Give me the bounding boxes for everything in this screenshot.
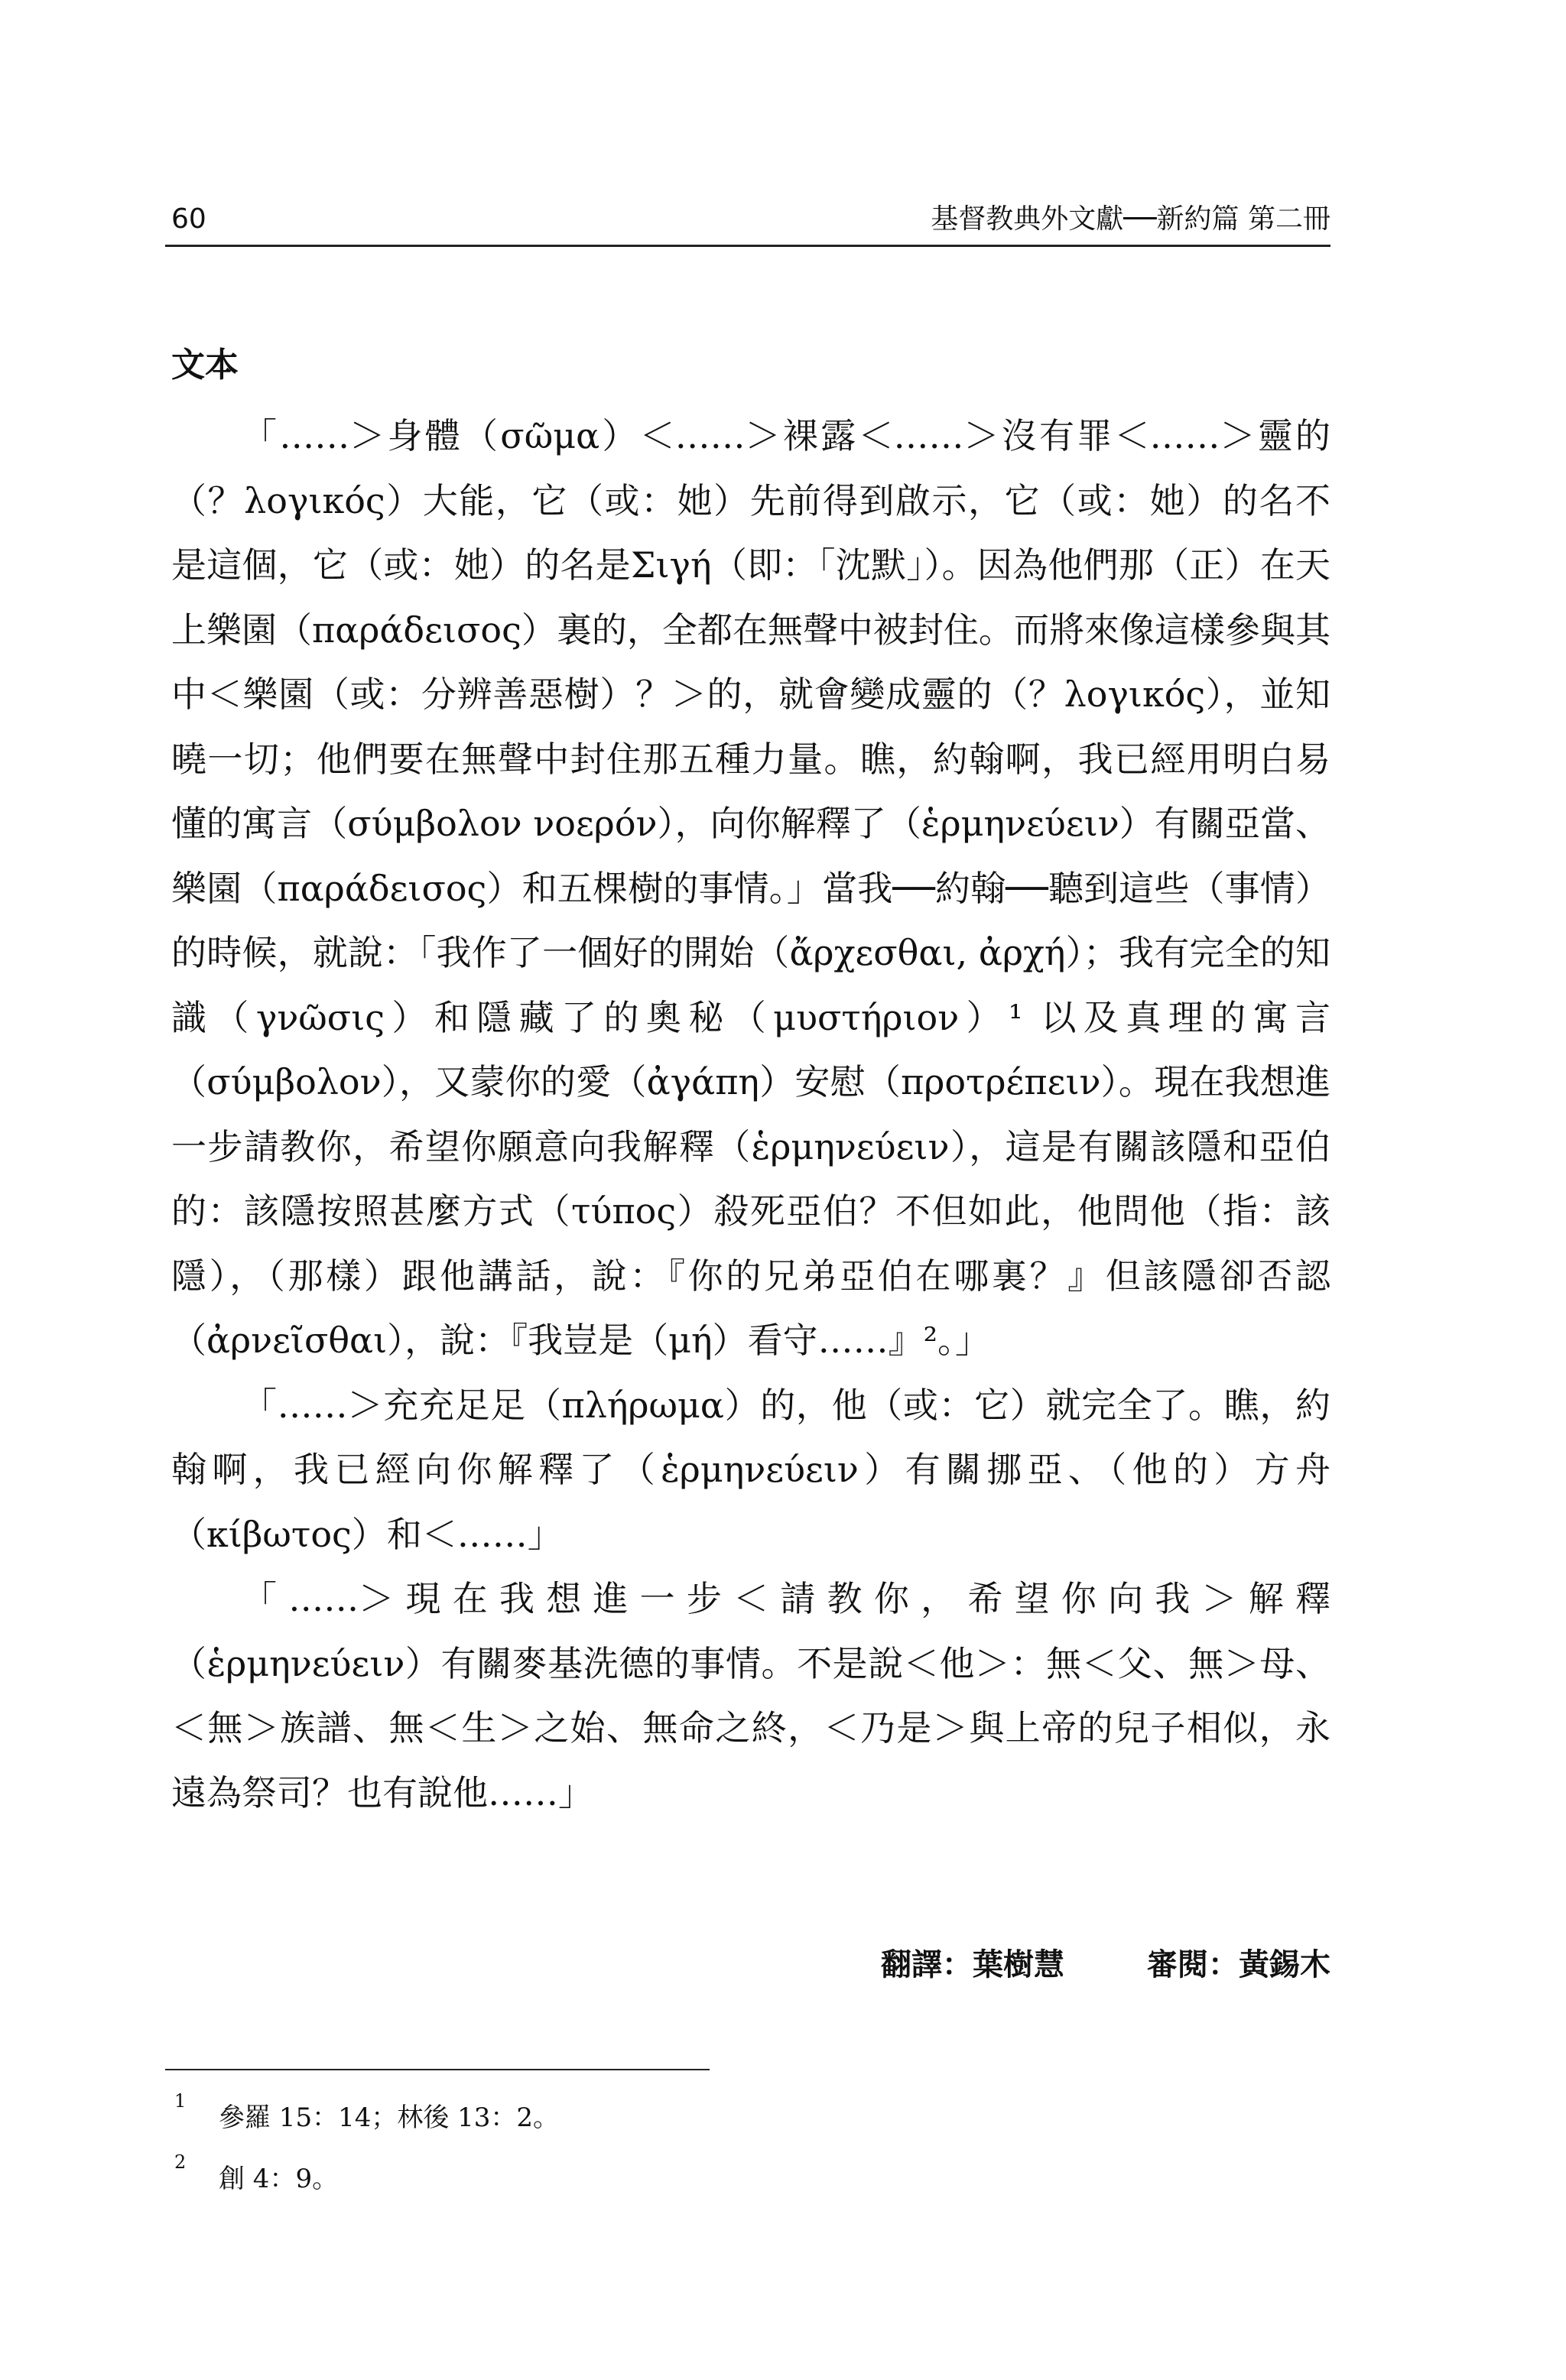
section-heading: 文本 (171, 346, 239, 385)
footnote-text: 創 4：9。 (219, 2164, 339, 2194)
footnote-mark: 1 (174, 2090, 187, 2112)
page-header (165, 200, 1330, 239)
footnote-rule (165, 2069, 710, 2070)
running-title: 基督教典外文獻──新約篇 第二冊 (931, 203, 1330, 235)
footnote-text: 參羅 15：14；林後 13：2。 (219, 2102, 560, 2133)
footnote (165, 2151, 1330, 2217)
footnote-mark: 2 (174, 2151, 187, 2173)
translator-credit: 翻譯：葉樹慧 (881, 1947, 1064, 1982)
reviewer-credit: 審閱：黃錫木 (1147, 1947, 1330, 1982)
paragraph: 「……＞現在我想進一步＜請教你，希望你向我＞解釋（ἑρμηνεύειν）有關麥基洗德的事情。不是說＜他＞：無＜父、無＞母、＜無＞族譜、無＜生＞之始、無命之終，＜乃是＞與上帝的兒子相似，永遠為祭司？也有說他……」 (171, 1578, 1330, 1813)
credits (795, 1942, 1330, 1988)
page-number: 60 (171, 203, 206, 235)
paragraph: 「……＞充充足足（πλήρωμα）的，他（或：它）就完全了。瞧，約翰啊，我已經向你解釋了（ἑρμηνεύειν）有關挪亞、（他的）方舟（κίβωτος）和＜……」 (171, 1384, 1330, 1555)
header-rule (165, 245, 1330, 247)
footnote (165, 2090, 1330, 2156)
paragraph: 「……＞身體（σῶμα）＜……＞裸露＜……＞沒有罪＜……＞靈的（？λογικός）大能，它（或：她）先前得到啟示，它（或：她）的名不是這個，它（或：她）的名是Σιγή（即：「沈默」）。因為他們那（正）在天上樂園（παράδεισος）裏的，全都在無聲中被封住。而將來像這樣參與其中＜樂園（或：分辨善惡樹）？＞的，就會變成靈的（？λογικός），並知曉一切；他們要在無聲中封住那五種力量。瞧，約翰啊，我已經用明白易懂的寓言（σύμβολον νοερόν），向你解釋了（ἑρμηνεύειν）有關亞當、樂園（παράδεισος）和五棵樹的事情。」當我──約翰──聽到這些（事情）的時候，就說：「我作了一個好的開始（ἄρχεσθαι, ἀρχή）；我有完全的知識（γνῶσις）和隱藏了的奧秘（μυστήριον）¹ 以及真理的寓言（σύμβολον），又蒙你的愛（ἀγάπη）安慰（προτρέπειν）。現在我想進一步請教你，希望你願意向我解釋（ἑρμηνεύειν），這是有關該隱和亞伯的：該隱按照甚麼方式（τύπος）殺死亞伯？不但如此，他問他（指：該隱），（那樣）跟他講話，說：『你的兄弟亞伯在哪裏？』但該隱卻否認（ἀρνεῖσθαι），說：『我豈是（μή）看守……』²。」 (171, 415, 1330, 1361)
footnotes (165, 2090, 1330, 2217)
body-text (171, 404, 1330, 1825)
